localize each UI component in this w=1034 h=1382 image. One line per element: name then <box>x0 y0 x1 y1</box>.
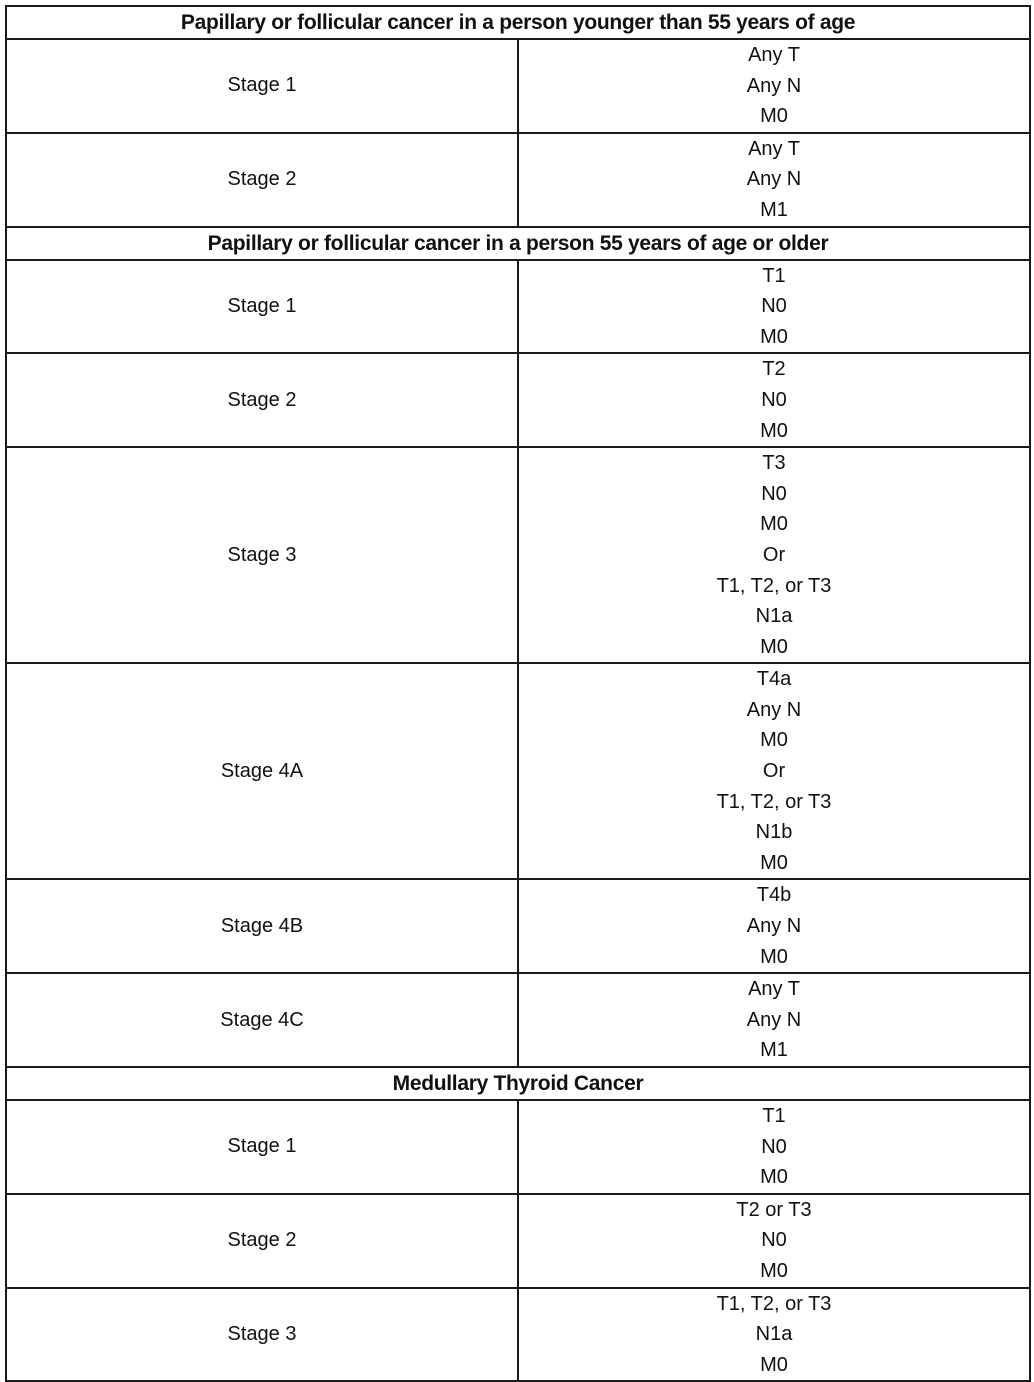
stage-label: Stage 1 <box>6 39 518 133</box>
criteria-line: N0 <box>761 295 787 318</box>
criteria-line: T4a <box>756 668 792 691</box>
table-body <box>6 6 1030 1381</box>
stage-row <box>6 353 1030 447</box>
criteria-line: T1, T2, or T3 <box>716 790 832 813</box>
tnm-criteria <box>518 133 1030 227</box>
criteria-line: T2 <box>762 358 786 381</box>
section-title: Papillary or follicular cancer in a person 55 years of age or older <box>6 227 1030 260</box>
criteria-line: M0 <box>760 513 788 536</box>
criteria-line: Or <box>762 760 786 783</box>
stage-label: Stage 1 <box>6 260 518 354</box>
criteria-line: M0 <box>760 1259 788 1282</box>
criteria-line: T1 <box>762 1105 786 1127</box>
criteria-line: T1, T2, or T3 <box>716 574 832 597</box>
stage-label: Stage 2 <box>6 353 518 447</box>
section-header-row <box>6 227 1030 260</box>
criteria-line: N0 <box>761 388 787 411</box>
criteria-line: Any T <box>748 137 800 160</box>
stage-label: Stage 2 <box>6 1194 518 1288</box>
criteria-line: T1, T2, or T3 <box>716 1292 832 1315</box>
criteria-line: N0 <box>761 1135 787 1158</box>
stage-row <box>6 973 1030 1067</box>
criteria-line: M0 <box>760 419 788 442</box>
stage-row <box>6 879 1030 973</box>
criteria-line: M0 <box>760 1353 788 1376</box>
criteria-line: Or <box>762 543 786 566</box>
tnm-criteria <box>518 447 1030 663</box>
criteria-line: M1 <box>760 198 788 221</box>
criteria-line: M0 <box>760 325 788 348</box>
section-title: Papillary or follicular cancer in a person younger than 55 years of age <box>6 6 1030 39</box>
tnm-criteria <box>518 353 1030 447</box>
stage-label: Stage 4A <box>6 663 518 879</box>
stage-row <box>6 1100 1030 1194</box>
stage-row <box>6 447 1030 663</box>
tnm-criteria <box>518 1194 1030 1288</box>
thyroid-cancer-staging-table <box>5 5 1031 1382</box>
criteria-line: N0 <box>761 1229 787 1252</box>
criteria-line: M0 <box>760 729 788 752</box>
stage-label: Stage 2 <box>6 133 518 227</box>
section-header-row <box>6 1067 1030 1100</box>
criteria-line: T4b <box>756 884 792 907</box>
tnm-criteria <box>518 39 1030 133</box>
stage-row <box>6 39 1030 133</box>
criteria-line: T2 or T3 <box>736 1198 812 1221</box>
stage-label: Stage 4B <box>6 879 518 973</box>
stage-label: Stage 3 <box>6 1288 518 1382</box>
criteria-line: N1a <box>755 1323 793 1346</box>
criteria-line: Any N <box>746 74 802 97</box>
criteria-line: Any N <box>746 1008 802 1031</box>
tnm-criteria <box>518 1100 1030 1194</box>
criteria-line: T3 <box>762 452 786 475</box>
criteria-line: Any T <box>748 44 800 66</box>
criteria-line: Any N <box>746 698 802 721</box>
criteria-line: N1a <box>755 605 793 628</box>
criteria-line: N0 <box>761 482 787 505</box>
stage-label: Stage 1 <box>6 1100 518 1194</box>
tnm-criteria <box>518 973 1030 1067</box>
criteria-line: M0 <box>760 1166 788 1189</box>
stage-row <box>6 1194 1030 1288</box>
criteria-line: N1b <box>755 821 793 844</box>
stage-row <box>6 663 1030 879</box>
criteria-line: M1 <box>760 1039 788 1062</box>
stage-row <box>6 260 1030 354</box>
criteria-line: M0 <box>760 945 788 968</box>
criteria-line: Any N <box>746 168 802 191</box>
criteria-line: M0 <box>760 105 788 128</box>
section-title: Medullary Thyroid Cancer <box>6 1067 1030 1100</box>
criteria-line: M0 <box>760 635 788 658</box>
stage-label: Stage 3 <box>6 447 518 663</box>
tnm-criteria <box>518 1288 1030 1382</box>
criteria-line: M0 <box>760 851 788 874</box>
stage-row <box>6 133 1030 227</box>
tnm-criteria <box>518 663 1030 879</box>
tnm-criteria <box>518 260 1030 354</box>
stage-label: Stage 4C <box>6 973 518 1067</box>
tnm-criteria <box>518 879 1030 973</box>
criteria-line: T1 <box>762 264 786 287</box>
criteria-line: Any N <box>746 915 802 938</box>
section-header-row <box>6 6 1030 39</box>
criteria-line: Any T <box>748 978 800 1001</box>
stage-row <box>6 1288 1030 1382</box>
